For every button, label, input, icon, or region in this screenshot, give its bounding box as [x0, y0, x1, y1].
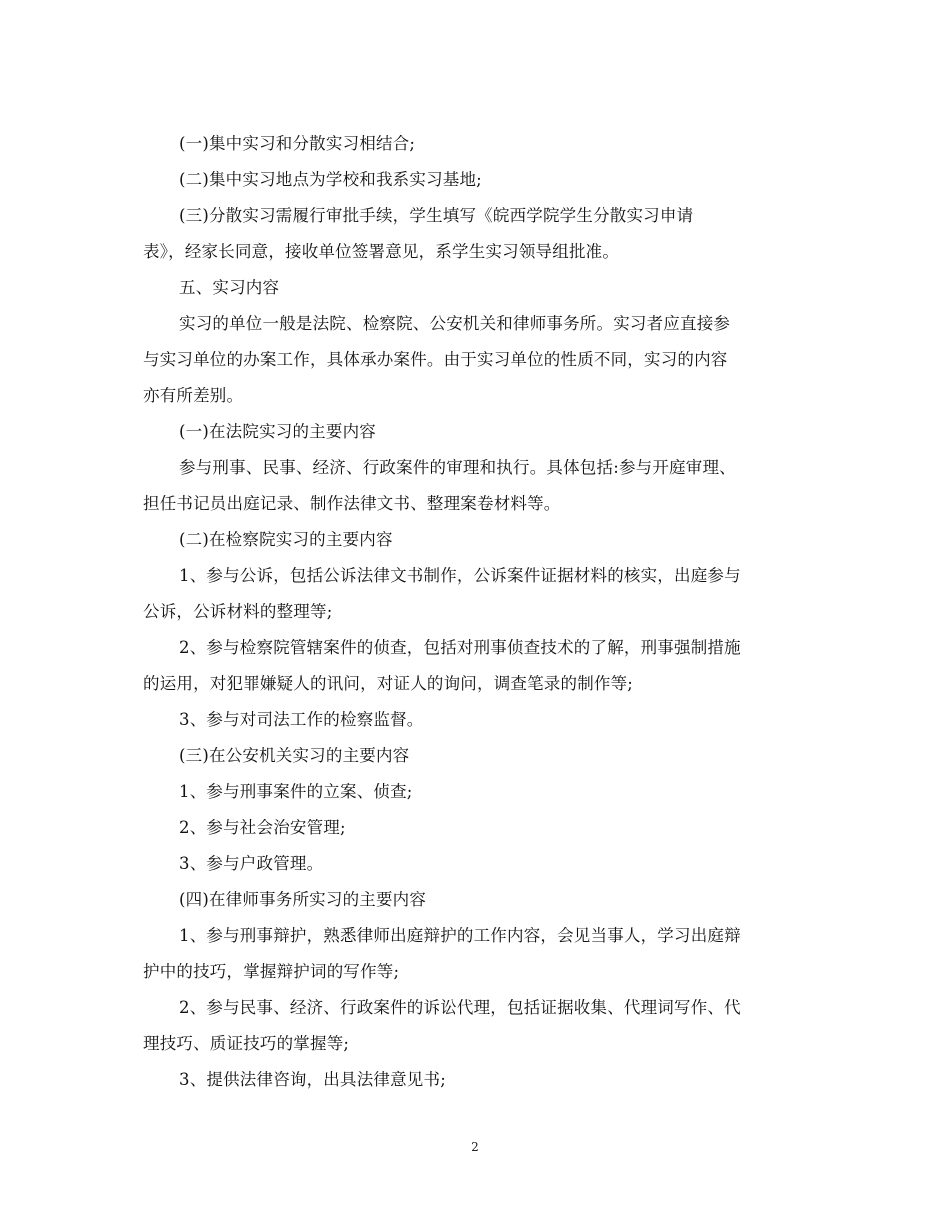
text-line: 3、提供法律咨询，出具法律意见书; — [179, 1070, 446, 1089]
text-line: 实习的单位一般是法院、检察院、公安机关和律师事务所。实习者应直接参 — [179, 314, 731, 333]
text-line: 担任书记员出庭记录、制作法律文书、整理案卷材料等。 — [143, 494, 561, 513]
list-item — [143, 774, 813, 810]
text-line: 表》，经家长同意，接收单位签署意见，系学生实习领导组批准。 — [143, 242, 620, 261]
section-heading — [143, 270, 813, 306]
paragraph — [143, 126, 813, 162]
text-line: 1、参与刑事辩护，熟悉律师出庭辩护的工作内容，会见当事人，学习出庭辩 — [179, 926, 741, 945]
list-item — [143, 990, 813, 1062]
subsection-heading — [143, 522, 813, 558]
list-item — [143, 810, 813, 846]
text-line: 2、参与社会治安管理; — [179, 818, 346, 837]
text-line: 公诉，公诉材料的整理等; — [143, 602, 333, 621]
text-line: (四)在律师事务所实习的主要内容 — [179, 890, 427, 909]
text-line: 3、参与户政管理。 — [179, 854, 324, 873]
text-line: (一)集中实习和分散实习相结合; — [179, 134, 416, 153]
body-text — [143, 126, 813, 1098]
text-line: 亦有所差别。 — [143, 386, 244, 405]
text-line: (二)集中实习地点为学校和我系实习基地; — [179, 170, 482, 189]
text-line: 2、参与检察院管辖案件的侦查，包括对刑事侦查技术的了解，刑事强制措施 — [179, 638, 741, 657]
list-item — [143, 846, 813, 882]
text-line: 3、参与对司法工作的检察监督。 — [179, 710, 424, 729]
text-line: (一)在法院实习的主要内容 — [179, 422, 376, 441]
text-line: 理技巧、质证技巧的掌握等; — [143, 1034, 350, 1053]
paragraph — [143, 306, 813, 414]
text-line: 护中的技巧，掌握辩护词的写作等; — [143, 962, 400, 981]
text-line: 2、参与民事、经济、行政案件的诉讼代理，包括证据收集、代理词写作、代 — [179, 998, 741, 1017]
subsection-heading — [143, 738, 813, 774]
paragraph — [143, 162, 813, 198]
subsection-heading — [143, 414, 813, 450]
text-line: 的运用，对犯罪嫌疑人的讯问，对证人的询问，调查笔录的制作等; — [143, 674, 634, 693]
list-item — [143, 558, 813, 630]
text-line: 与实习单位的办案工作，具体承办案件。由于实习单位的性质不同，实习的内容 — [143, 350, 728, 369]
text-line: 1、参与公诉，包括公诉法律文书制作，公诉案件证据材料的核实，出庭参与 — [179, 566, 741, 585]
text-line: 参与刑事、民事、经济、行政案件的审理和执行。具体包括:参与开庭审理、 — [179, 458, 736, 477]
page-number: 2 — [471, 1140, 479, 1154]
paragraph — [143, 198, 813, 270]
subsection-heading — [143, 882, 813, 918]
list-item — [143, 1062, 813, 1098]
text-line: (三)分散实习需履行审批手续，学生填写《皖西学院学生分散实习申请 — [179, 206, 694, 225]
list-item — [143, 918, 813, 990]
list-item — [143, 630, 813, 702]
text-line: 1、参与刑事案件的立案、侦查; — [179, 782, 413, 801]
paragraph — [143, 450, 813, 522]
text-line: 五、实习内容 — [179, 278, 280, 297]
text-line: (二)在检察院实习的主要内容 — [179, 530, 393, 549]
text-line: (三)在公安机关实习的主要内容 — [179, 746, 410, 765]
list-item — [143, 702, 813, 738]
